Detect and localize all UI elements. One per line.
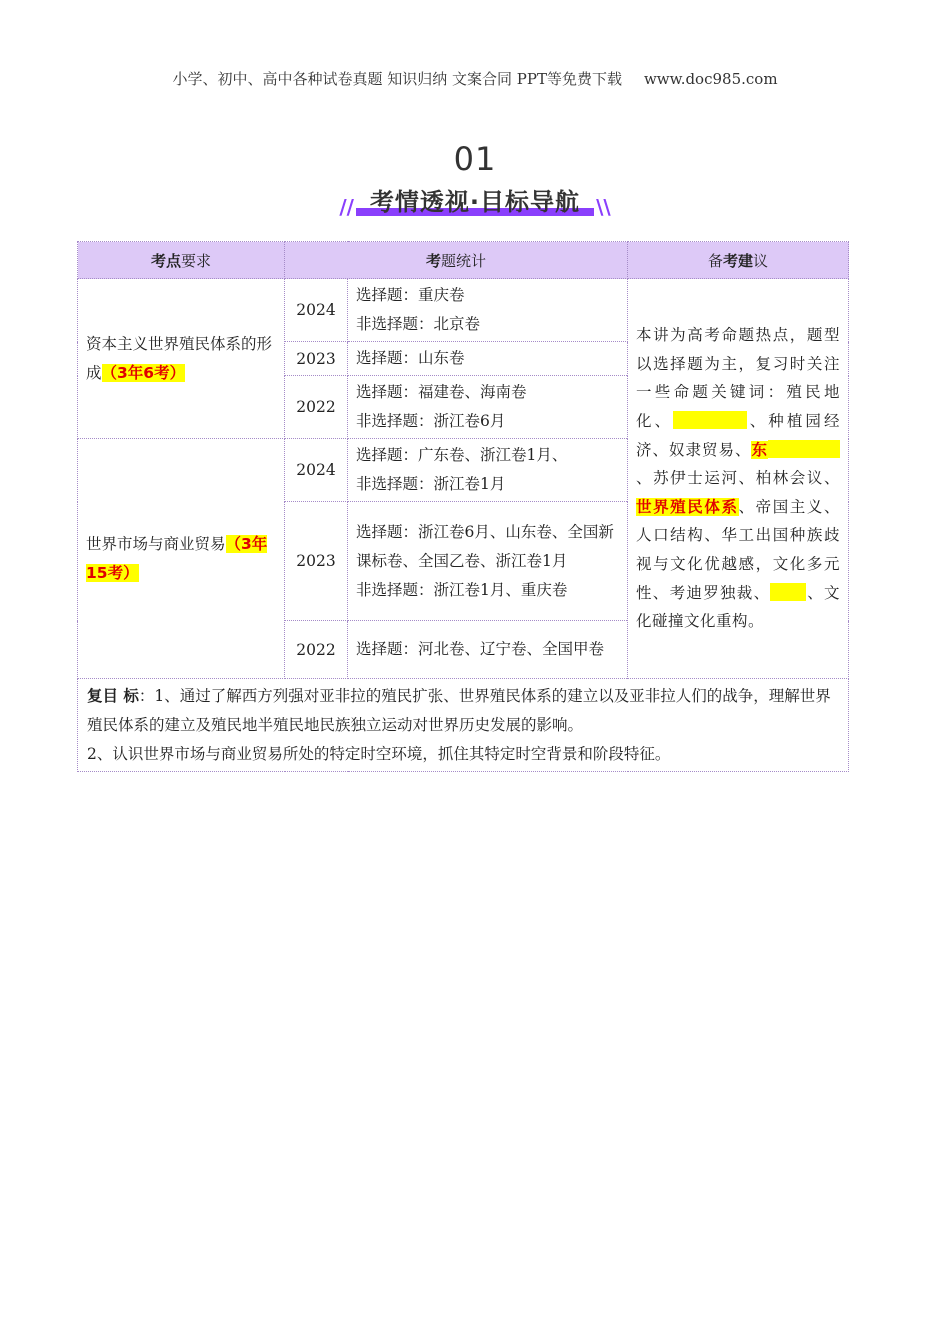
year-cell: 2024	[285, 439, 348, 502]
header-site[interactable]: www.doc985.com	[643, 70, 778, 88]
page-header	[0, 68, 950, 89]
highlight-blank	[673, 411, 747, 429]
year-cell: 2023	[285, 342, 348, 376]
highlight-blank	[768, 440, 822, 458]
year-cell: 2023	[285, 502, 348, 621]
exam-count-badge: （3年15考）	[86, 534, 268, 582]
header-prep-advice: 备考建议	[628, 242, 849, 279]
year-cell: 2024	[285, 279, 348, 342]
highlight-blank	[770, 583, 790, 601]
header-text: 小学、初中、高中各种试卷真题 知识归纳 文案合同 PPT等免费下载	[172, 70, 622, 88]
highlight-blank	[790, 583, 806, 601]
exam-list-cell: 选择题：浙江卷6月、山东卷、全国新课标卷、全国乙卷、浙江卷1月 非选择题：浙江卷1月、重庆卷	[348, 502, 628, 621]
year-cell: 2022	[285, 621, 348, 679]
highlight-blank	[822, 440, 840, 458]
header-exam-statistics: 考题统计	[285, 242, 628, 279]
section-title: 考情透视·目标导航	[369, 188, 581, 216]
highlight-keyword: 世界殖民体系	[636, 497, 739, 516]
topic-cell: 世界市场与商业贸易（3年15考）	[78, 439, 285, 679]
year-cell: 2022	[285, 376, 348, 439]
header-topic-requirements: 考点要求	[78, 242, 285, 279]
exam-count-badge: （3年6考）	[101, 363, 186, 382]
exam-list-cell: 选择题：山东卷	[348, 342, 628, 376]
exam-analysis-table	[77, 241, 849, 772]
table-header-row	[78, 242, 849, 279]
exam-list-cell: 选择题：河北卷、辽宁卷、全国甲卷	[348, 621, 628, 679]
table-row	[78, 279, 849, 342]
goal-label: 复目 标	[87, 686, 139, 705]
goal-cell: 复目 标：1、通过了解西方列强对亚非拉的殖民扩张、世界殖民体系的建立以及亚非拉人们的战争，理解世界殖民体系的建立及殖民地半殖民地民族独立运动对世界历史发展的影响。 2、认识世界市场与商业贸易所处的特定时空环境，抓住其特定时空背景和阶段特征。	[78, 679, 849, 772]
highlight-keyword: 东	[751, 440, 768, 459]
section-number-text: 01	[453, 140, 497, 178]
left-slashes-decoration: //	[339, 195, 354, 219]
exam-list-cell: 选择题：广东卷、浙江卷1月、 非选择题：浙江卷1月	[348, 439, 628, 502]
right-slashes-decoration: \\	[596, 195, 611, 219]
advice-cell: 本讲为高考命题热点，题型以选择题为主，复习时关注一些命题关键词：殖民地化、 、种植园经济、奴隶贸易、东、苏伊士运河、柏林会议、世界殖民体系、帝国主义、人口结构、华工出国种族歧视与文化优越感，文化多元性、考迪罗独裁、 、文化碰撞文化重构。	[628, 279, 849, 679]
topic-cell: 资本主义世界殖民体系的形成（3年6考）	[78, 279, 285, 439]
exam-list-cell: 选择题：福建卷、海南卷 非选择题：浙江卷6月	[348, 376, 628, 439]
section-number	[0, 140, 950, 178]
exam-list-cell: 选择题：重庆卷 非选择题：北京卷	[348, 279, 628, 342]
goal-row	[78, 679, 849, 772]
section-banner	[0, 182, 950, 217]
